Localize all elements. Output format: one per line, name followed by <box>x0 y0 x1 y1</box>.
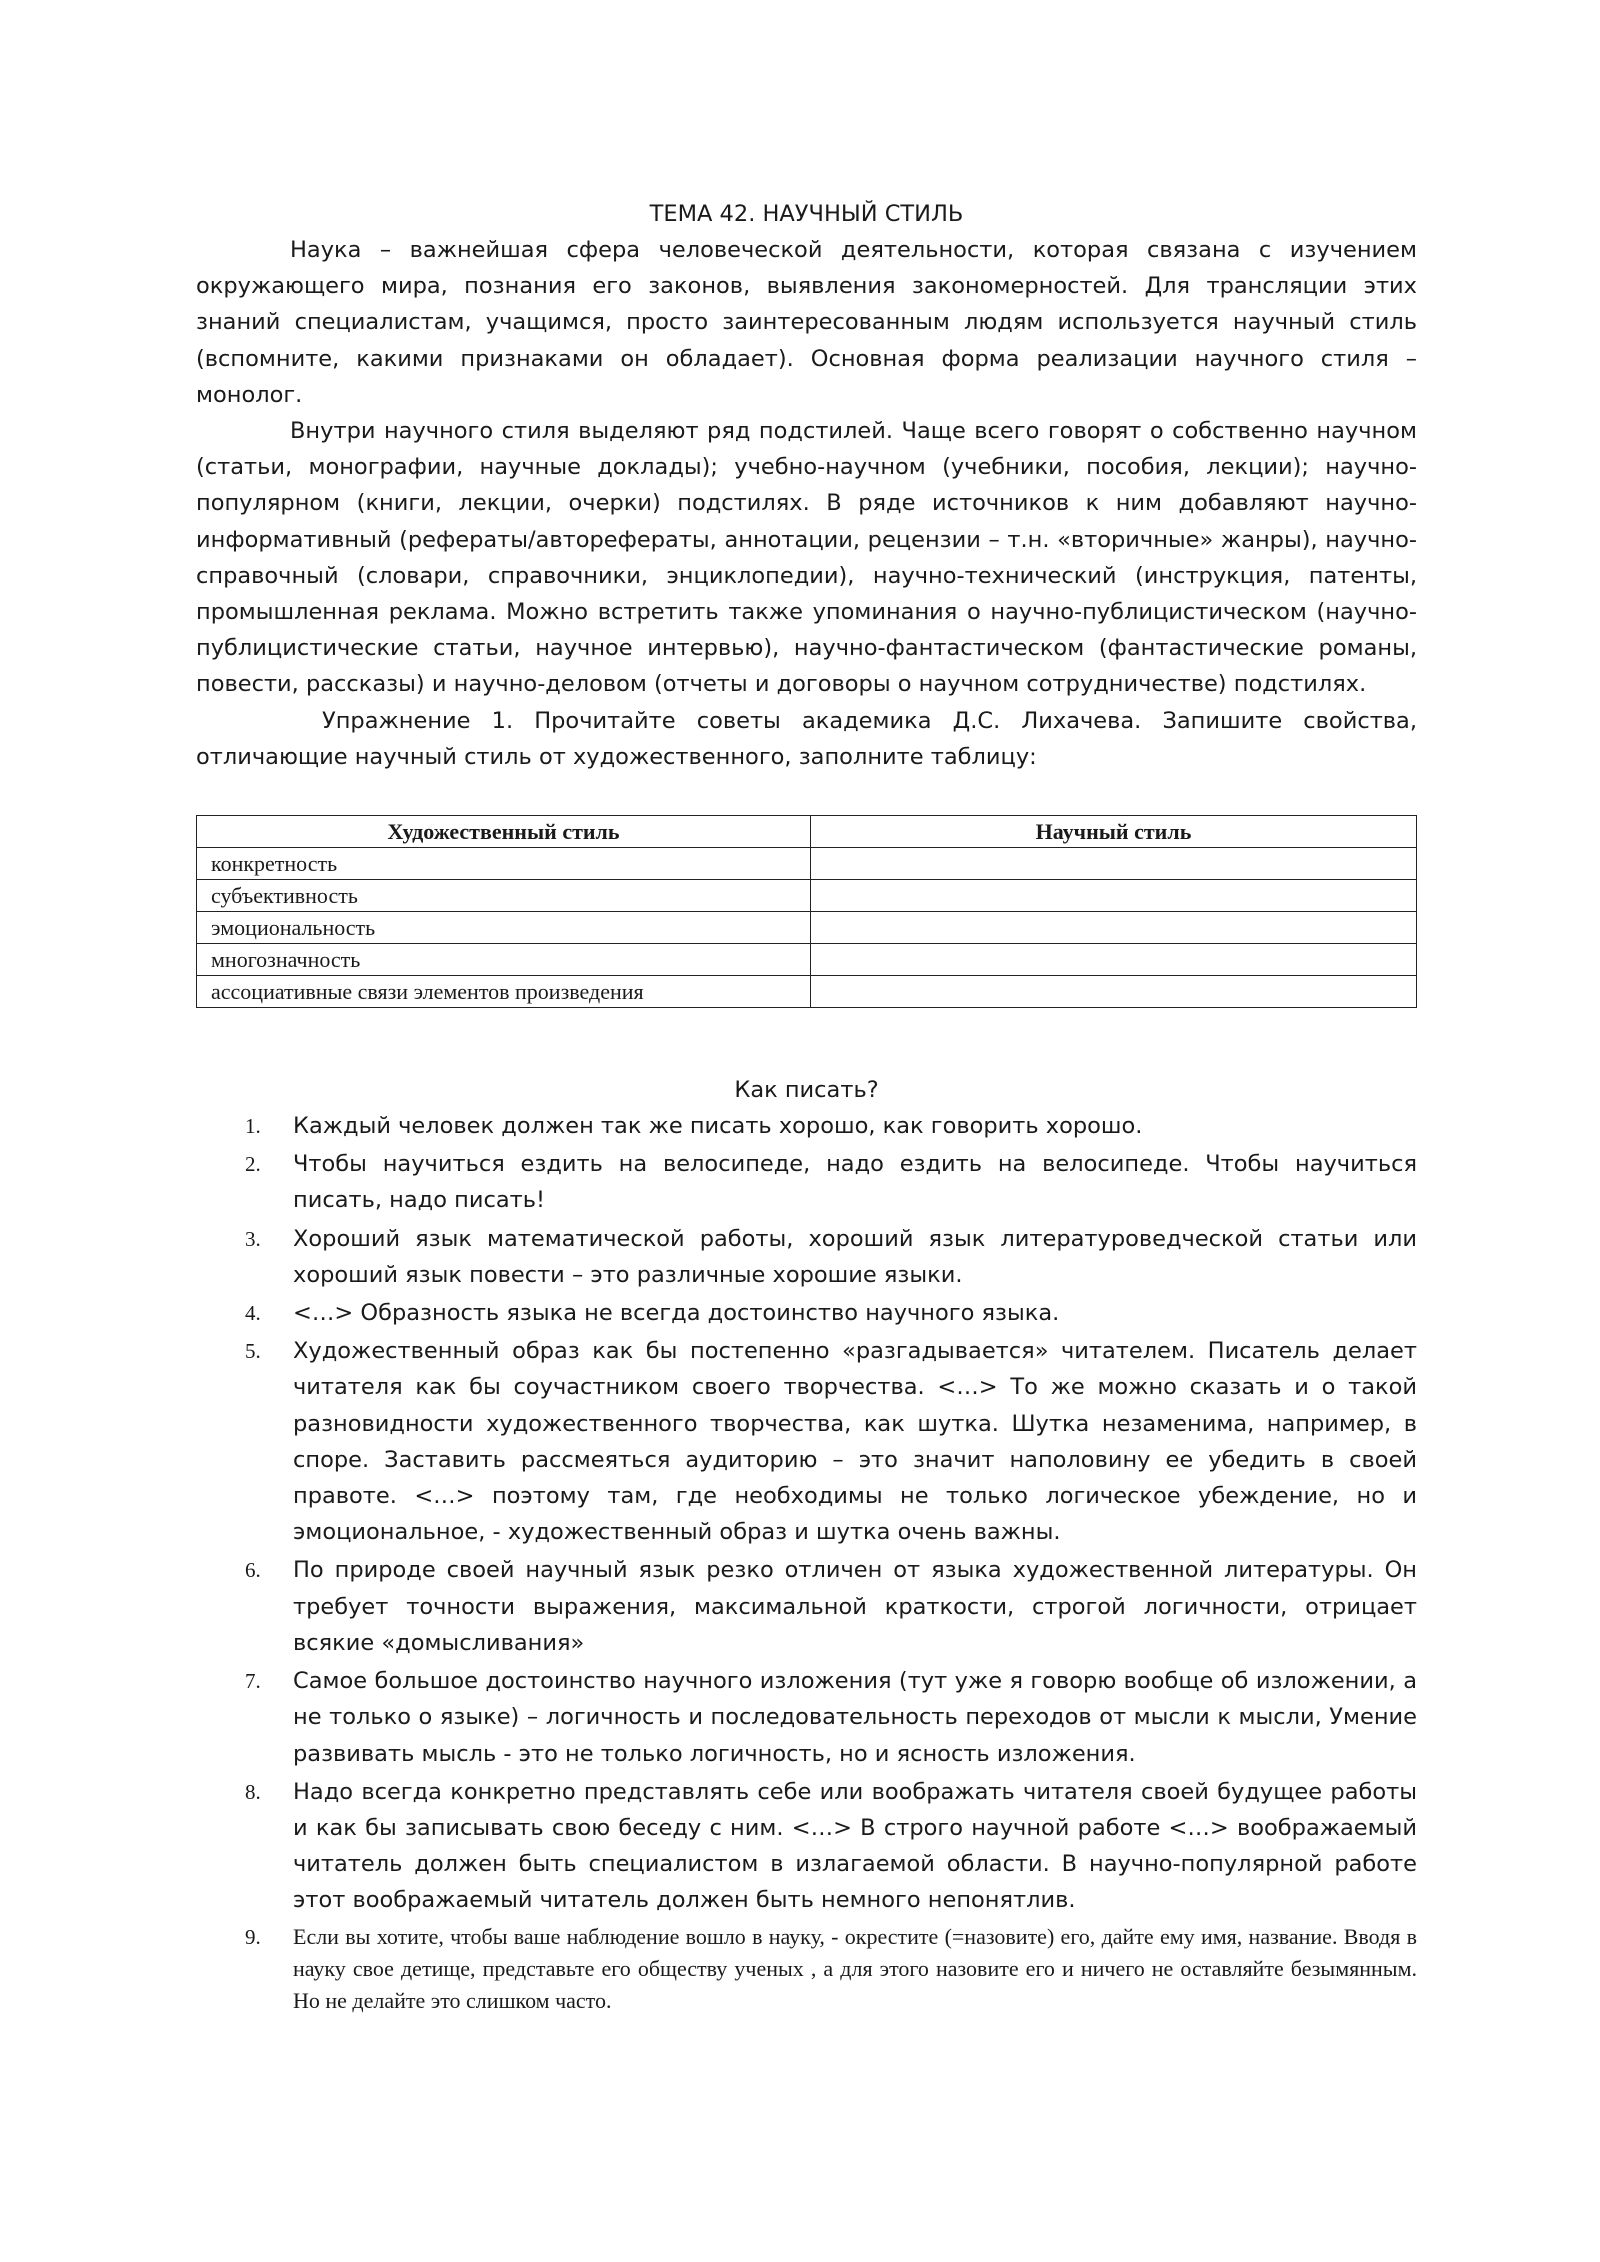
list-item-text: Хороший язык математической работы, хороший язык литературоведческой статьи или хороший язык повести – это различные хорошие языки. <box>293 1225 1417 1288</box>
table-cell: ассоциативные связи элементов произведения <box>197 976 811 1008</box>
table-cell: субъективность <box>197 880 811 912</box>
list-item <box>196 1295 1417 1331</box>
list-item-number: 1. <box>245 1114 261 1139</box>
list-item-text: <…> Образность языка не всегда достоинство научного языка. <box>293 1300 1060 1327</box>
list-item-text: По природе своей научный язык резко отличен от языка художественной литературы. Он требует точности выражения, максимальной краткости, строгой логичности, отрицает всякие «домысливания» <box>293 1557 1417 1656</box>
styles-comparison-table <box>196 815 1417 1008</box>
table-row <box>197 880 1417 912</box>
list-item-text: Каждый человек должен так же писать хорошо, как говорить хорошо. <box>293 1113 1143 1140</box>
table-row <box>197 976 1417 1008</box>
list-item-number: 2. <box>245 1152 261 1177</box>
list-item <box>196 1663 1417 1772</box>
list-item-number: 6. <box>245 1558 261 1583</box>
list-item-number: 5. <box>245 1339 261 1364</box>
list-item-text: Чтобы научиться ездить на велосипеде, надо ездить на велосипеде. Чтобы научиться писать, надо писать! <box>293 1151 1417 1214</box>
table-cell-empty[interactable] <box>811 944 1417 976</box>
table-row <box>197 944 1417 976</box>
table-cell-empty[interactable] <box>811 976 1417 1008</box>
section-subtitle: Как писать? <box>734 1077 879 1104</box>
table-cell-empty[interactable] <box>811 880 1417 912</box>
table-row <box>197 848 1417 880</box>
table-header-row <box>197 816 1417 848</box>
list-item-number: 4. <box>245 1301 261 1326</box>
substyles-paragraph: Внутри научного стиля выделяют ряд подстилей. Чаще всего говорят о собственно научном (статьи, монографии, научные доклады); учебно-научном (учебники, пособия, лекции); научно-популярном (книги, лекции, очерки) подстилях. В ряде источников к ним добавляют научно-информативный (рефераты/авторефераты, аннотации, рецензии – т.н. «вторичные» жанры), научно-справочный (словари, справочники, энциклопедии), научно-технический (инструкция, патенты, промышленная реклама. Можно встретить также упоминания о научно-публицистическом (научно-публицистические статьи, научное интервью), научно-фантастическом (фантастические романы, повести, рассказы) и научно-деловом (отчеты и договоры о научном сотрудничестве) подстилях. <box>196 418 1417 698</box>
list-item <box>196 1108 1417 1144</box>
table-cell: эмоциональность <box>197 912 811 944</box>
table-cell-empty[interactable] <box>811 848 1417 880</box>
page-title: ТЕМА 42. НАУЧНЫЙ СТИЛЬ <box>649 201 964 227</box>
list-item-text: Если вы хотите, чтобы ваше наблюдение вошло в науку, - окрестите (=назовите) его, дайте ему имя, название. Вводя в науку свое детище, представьте его обществу ученых , а для этого назовите его и ничего не оставляйте безымянным. Но не делайте это слишком часто. <box>293 1923 1417 2013</box>
list-item-text: Художественный образ как бы постепенно «разгадывается» читателем. Писатель делает читателя как бы соучастником своего творчества. <…> То же можно сказать и о такой разновидности художественного творчества, как шутка. Шутка незаменима, например, в споре. Заставить рассмеяться аудиторию – это значит наполовину ее убедить в своей правоте. <…> поэтому там, где необходимы не только логическое убеждение, но и эмоциональное, - художественный образ и шутка очень важны. <box>293 1338 1417 1546</box>
column-header-scientific: Научный стиль <box>811 816 1417 848</box>
list-item <box>196 1221 1417 1293</box>
list-item-number: 7. <box>245 1669 261 1694</box>
list-item-number: 3. <box>245 1226 261 1251</box>
table-cell: многозначность <box>197 944 811 976</box>
table-cell-empty[interactable] <box>811 912 1417 944</box>
list-item-text: Надо всегда конкретно представлять себе или воображать читателя своей будущее работы и как бы записывать свою беседу с ним. <…> В строго научной работе <…> воображаемый читатель должен быть специалистом в излагаемой области. В научно-популярной работе этот воображаемый читатель должен быть немного непонятлив. <box>293 1778 1417 1914</box>
list-item <box>196 1146 1417 1218</box>
column-header-artistic: Художественный стиль <box>197 816 811 848</box>
list-item <box>196 1552 1417 1661</box>
list-item-number: 9. <box>245 1924 261 1949</box>
list-item <box>196 1921 1417 2017</box>
list-item <box>196 1333 1417 1550</box>
tips-list <box>196 1108 1417 2016</box>
list-item <box>196 1774 1417 1919</box>
exercise-paragraph: Упражнение 1. Прочитайте советы академика Д.С. Лихачева. Запишите свойства, отличающие научный стиль от художественного, заполните таблицу: <box>196 707 1417 770</box>
list-item-number: 8. <box>245 1779 261 1804</box>
table-cell: конкретность <box>197 848 811 880</box>
intro-paragraph: Наука – важнейшая сфера человеческой деятельности, которая связана с изучением окружающего мира, познания его законов, выявления закономерностей. Для трансляции этих знаний специалистам, учащимся, просто заинтересованным людям используется научный стиль (вспомните, какими признаками он обладает). Основная форма реализации научного стиля – монолог. <box>196 237 1417 408</box>
table-row <box>197 912 1417 944</box>
list-item-text: Самое большое достоинство научного изложения (тут уже я говорю вообще об изложении, а не только о языке) – логичность и последовательность переходов от мысли к мысли, Умение развивать мысль - это не только логичность, но и ясность изложения. <box>293 1668 1417 1767</box>
